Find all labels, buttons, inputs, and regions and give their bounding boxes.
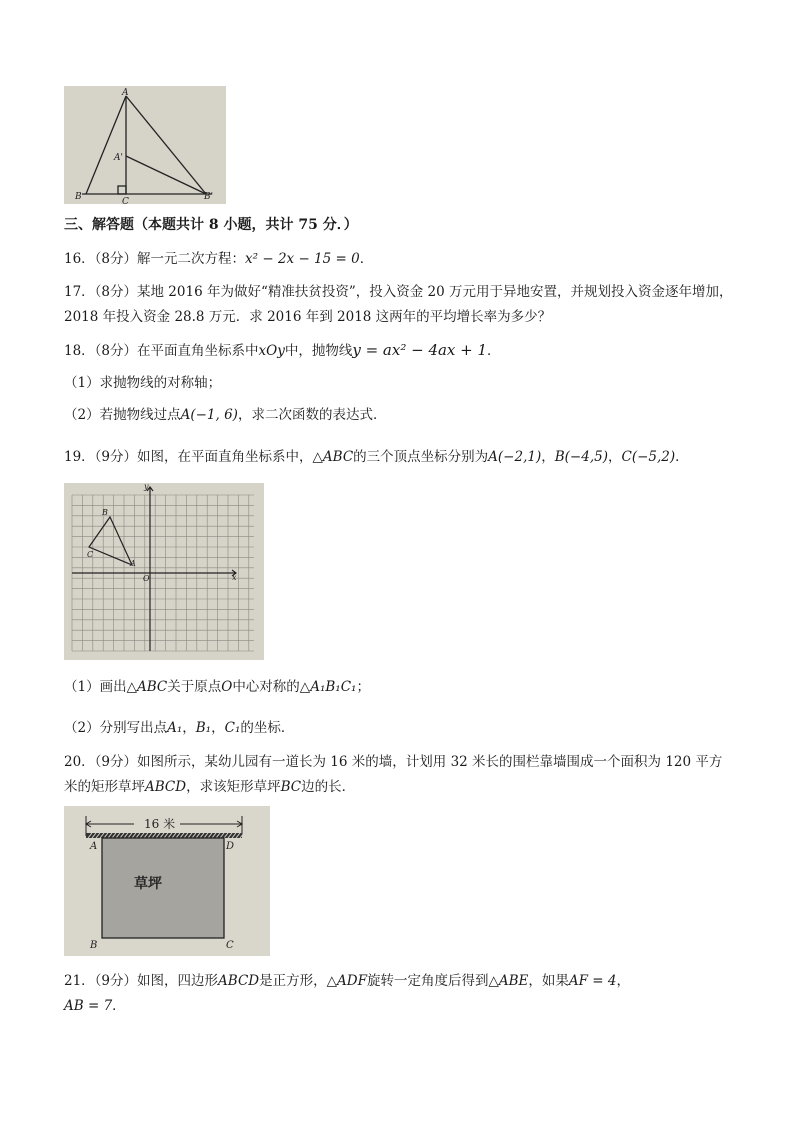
q21-mid: 是正方形，△ [259, 973, 337, 989]
lawn-label-b: B [90, 940, 98, 951]
q19-suffix: ． [675, 449, 689, 465]
q19-mid: 的三个顶点坐标分别为 [353, 449, 489, 465]
q19-triangle: ABC [322, 449, 354, 465]
q20-l2-prefix: 米的矩形草坪 [64, 779, 145, 795]
grid-label-c: C [87, 550, 94, 559]
q19-p1-triangle: ABC [136, 679, 168, 695]
q19-prefix: 19．（9分）如图，在平面直角坐标系中，△ [64, 449, 323, 465]
q20-l2-mid: ，求该矩形草坪 [186, 779, 281, 795]
q18-coord: xOy [258, 343, 285, 359]
q21-tri1: ADF [337, 973, 367, 989]
q21-tri2: ABE [498, 973, 529, 989]
lawn-label-d: D [226, 841, 235, 852]
q19-p2-c1: C₁ [224, 720, 241, 736]
axis-x-label: x [232, 573, 237, 582]
axis-y-label: y [144, 483, 149, 491]
question-19-part1 [64, 678, 370, 696]
grid-label-b: B [102, 508, 108, 517]
q16-equation: x² − 2x − 15 = 0 [245, 251, 360, 267]
triangle-figure [64, 86, 226, 204]
question-18-part2 [64, 406, 386, 424]
q19-p2-suffix: 的坐标． [240, 720, 295, 736]
question-16 [64, 250, 373, 268]
q20-l2-suffix: 边的长． [301, 779, 356, 795]
q21-ab: AB = 7 [64, 998, 113, 1014]
q18-p2-suffix: ，求二次函数的表达式． [237, 407, 387, 423]
label-a-prime: A' [114, 153, 123, 163]
label-a: A [122, 88, 129, 98]
q19-sep2: ， [607, 449, 622, 465]
q19-p1-suffix: ； [356, 679, 370, 695]
q19-p2-sep2: ， [211, 720, 225, 736]
q19-point-c: C(−5,2) [621, 449, 676, 465]
label-b-prime: B' [204, 192, 214, 202]
q21-suffix: ． [112, 998, 126, 1014]
question-21-line1 [64, 972, 630, 990]
lawn-label: 草坪 [134, 876, 162, 892]
q18-equation: y = ax² − 4ax + 1 [352, 341, 488, 359]
q18-p2-point: A(−1, 6) [180, 407, 238, 423]
q20-rect: ABCD [145, 779, 187, 795]
q21-mid2: 旋转一定角度后得到△ [366, 973, 499, 989]
question-17-line1: 17．（8分）某地 2016 年为做好“精准扶贫投资”，投入资金 20 万元用于异地安置，并规划投入资金逐年增加， [64, 284, 733, 300]
q18-prefix: 18．（8分）在平面直角坐标系中 [64, 343, 259, 359]
q19-p1-mid2: 中心对称的△ [232, 679, 311, 695]
question-19 [64, 448, 689, 466]
q21-mid3: ，如果 [528, 973, 569, 989]
q19-point-a: A(−2,1) [488, 449, 542, 465]
lawn-label-c: C [226, 940, 234, 951]
label-b: B [75, 192, 82, 202]
origin-label: O [143, 574, 150, 583]
q16-suffix: ． [359, 251, 374, 267]
wall-length-label: 16 米 [144, 817, 176, 831]
q20-bc: BC [280, 779, 302, 795]
q19-p2-a1: A₁ [167, 720, 183, 736]
q19-p1-prefix: （1）画出△ [64, 679, 137, 695]
q21-prefix: 21．（9分）如图，四边形 [64, 973, 219, 989]
grid-label-a: A [130, 559, 136, 568]
question-17-line2: 2018 年投入资金 28.8 万元．求 2016 年到 2018 这两年的平均增长率为多少？ [64, 309, 552, 325]
section-title: 三、解答题（本题共计 8 小题，共计 75 分．） [64, 217, 358, 233]
q21-sep: ， [616, 973, 630, 989]
q19-point-b: B(−4,5) [554, 449, 608, 465]
grid-figure [64, 483, 264, 660]
q19-p1-origin: O [221, 679, 233, 695]
q18-p2-prefix: （2）若抛物线过点 [64, 407, 181, 423]
q21-quad: ABCD [218, 973, 260, 989]
q19-p2-b1: B₁ [195, 720, 212, 736]
lawn-figure [64, 806, 270, 956]
question-19-part2 [64, 719, 294, 737]
q19-p1-triangle2: A₁B₁C₁ [310, 679, 357, 695]
question-20-line2 [64, 778, 355, 796]
q19-p2-prefix: （2）分别写出点 [64, 720, 168, 736]
question-18-part1: （1）求抛物线的对称轴； [64, 375, 222, 391]
q19-p2-sep1: ， [182, 720, 196, 736]
question-18 [64, 341, 501, 360]
q16-prefix: 16．（8分）解一元二次方程： [64, 251, 246, 267]
q18-suffix: ． [487, 343, 501, 359]
q19-sep1: ， [541, 449, 555, 465]
question-21-line2 [64, 997, 126, 1015]
q18-mid: 中，抛物线 [284, 343, 353, 359]
label-c: C [122, 197, 129, 204]
question-20-line1: 20．（9分）如图所示，某幼儿园有一道长为 16 米的墙，计划用 32 米长的围栏靠墙围成一个面积为 120 平方 [64, 754, 723, 770]
lawn-label-a: A [90, 841, 98, 852]
q19-p1-mid: 关于原点 [167, 679, 222, 695]
q21-af: AF = 4 [568, 973, 617, 989]
